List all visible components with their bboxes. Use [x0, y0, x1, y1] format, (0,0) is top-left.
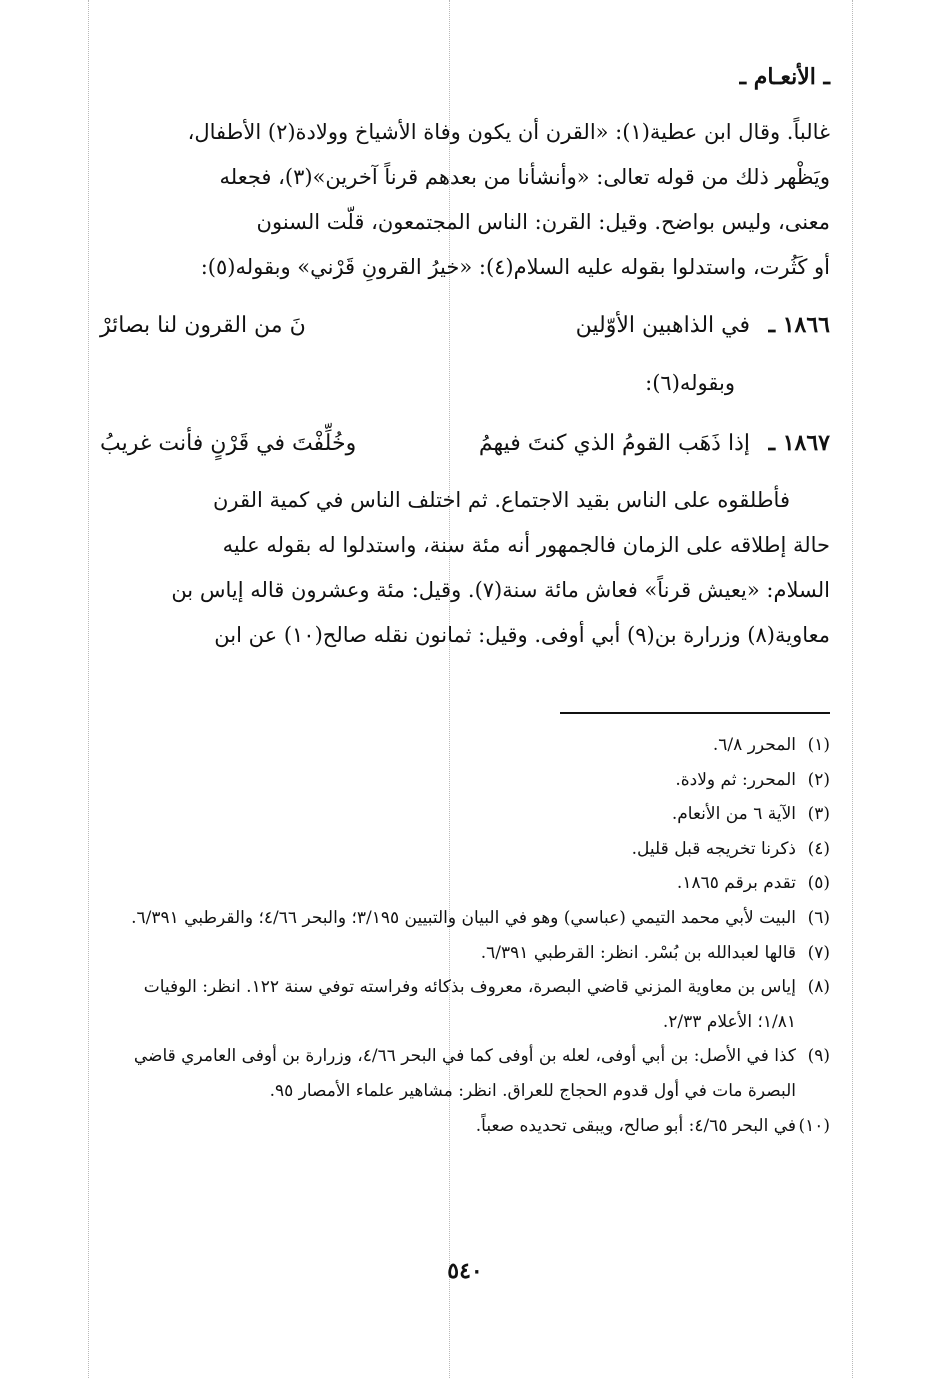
text-line: السلام: «يعيش قرناً» فعاش مائة سنة(٧). وقيل: مئة وعشرون قاله إياس بن: [171, 578, 830, 602]
text-line: حالة إطلاقه على الزمان فالجمهور أنه مئة سنة، واستدلوا له بقوله عليه: [222, 533, 830, 557]
text-line: ويَظْهر ذلك من قوله تعالى: «وأنشأنا من بعدهم قرناً آخرين»(٣)، فجعله: [219, 165, 830, 189]
footnote-number: (١٠): [798, 1115, 830, 1136]
footnote-text: المحرر: ثم ولادة.: [675, 769, 796, 790]
text-line: معاوية(٨) وزرارة بن(٩) أبي أوفى. وقيل: ثمانون نقله صالح(١٠) عن ابن: [214, 623, 830, 647]
verse-intro: وبقوله(٦):: [645, 371, 735, 395]
footnote-7: [100, 936, 830, 971]
footnote-separator: [560, 712, 830, 714]
footnote-number: (٩): [807, 1046, 830, 1067]
footnote-text: ذكرنا تخريجه قبل قليل.: [631, 838, 796, 859]
footnote-text: في البحر ٤/٦٥: أبو صالح، ويبقى تحديده صعباً.: [475, 1115, 796, 1136]
footnote-1: [100, 728, 830, 763]
verse-1866: [100, 298, 830, 352]
footnote-number: (٨): [807, 977, 830, 998]
footnote-text: المحرر ٦/٨.: [712, 735, 796, 755]
footnote-4: [100, 832, 830, 867]
footnote-3: [100, 797, 830, 832]
verse-left-hemistich: نَ من القرون لنا بصائرْ: [100, 312, 306, 338]
footnote-number: (٤): [807, 838, 830, 859]
footnotes: [100, 728, 830, 1143]
footnote-text: قالها لعبدالله بن بُسْر. انظر: القرطبي ٦/٣٩١.: [480, 942, 796, 963]
footnote-number: (٢): [807, 769, 830, 790]
verse-right-hemistich: في الذاهبين الأوّلين: [575, 312, 750, 338]
running-header: ـ الأنعـام ـ: [739, 64, 830, 90]
footnote-text: إياس بن معاوية المزني قاضي البصرة، معروف بذكائه وفراسته توفي سنة ١٢٢. انظر: الوفيات ١/٨١؛ الأعلام ٢/٣٣.: [143, 977, 796, 1032]
paragraph-2: [100, 478, 830, 658]
footnote-number: (٦): [807, 907, 830, 928]
footnote-text: كذا في الأصل: بن أبي أوفى، لعله بن أوفى كما في البحر ٤/٦٦، وزرارة بن أوفى العامري قاضي البصرة مات في أول قدوم الحجاج للعراق. انظر: مشاهير علماء الأمصار ٩٥.: [133, 1046, 796, 1101]
text-line: [100, 478, 830, 523]
footnote-2: [100, 763, 830, 798]
footnote-6: [100, 901, 830, 936]
footnote-number: (٣): [807, 804, 830, 825]
scan-margin-line-right: [852, 0, 853, 1378]
footnote-text: البيت لأبي محمد التيمي (عباسي) وهو في البيان والتبيين ٣/١٩٥؛ والبحر ٤/٦٦؛ والقرطبي ٦/٣٩١.: [131, 907, 796, 928]
text-line: غالباً. وقال ابن عطية(١): «القرن أن يكون وفاة الأشياخ وولادة(٢) الأطفال،: [187, 120, 830, 144]
verse-number: ١٨٦٧ ـ: [768, 430, 830, 456]
footnote-number: (٧): [807, 942, 830, 963]
verse-right-hemistich: إذا ذَهَب القومُ الذي كنتَ فيهمُ: [478, 430, 750, 456]
footnote-9: [100, 1039, 830, 1108]
text-line: أو كَثُرت، واستدلوا بقوله عليه السلام(٤): «خيرُ القرونِ قَرْني» وبقوله(٥):: [200, 255, 830, 279]
verse-left-hemistich: وخُلِّفْتَ في قَرْنٍ فأنت غريبُ: [100, 430, 357, 456]
scan-margin-line-left: [88, 0, 89, 1378]
verse-number: ١٨٦٦ ـ: [768, 312, 830, 338]
text-line: معنى، وليس بواضح. وقيل: القرن: الناس المجتمعون، قلّت السنون: [256, 210, 830, 234]
paragraph-1: [100, 110, 830, 290]
footnote-8: [100, 970, 830, 1039]
footnote-10: [100, 1109, 830, 1144]
footnote-5: [100, 866, 830, 901]
footnote-number: (٥): [807, 873, 830, 894]
book-page: [100, 60, 830, 1350]
text-line-content: فأطلقوه على الناس بقيد الاجتماع. ثم اختلف الناس في كمية القرن: [212, 488, 790, 512]
footnote-number: (١): [807, 735, 830, 755]
footnote-text: تقدم برقم ١٨٦٥.: [676, 873, 796, 894]
page-number: ٥٤٠: [447, 1258, 483, 1284]
footnote-text: الآية ٦ من الأنعام.: [671, 804, 796, 825]
verse-1867: [100, 416, 830, 470]
